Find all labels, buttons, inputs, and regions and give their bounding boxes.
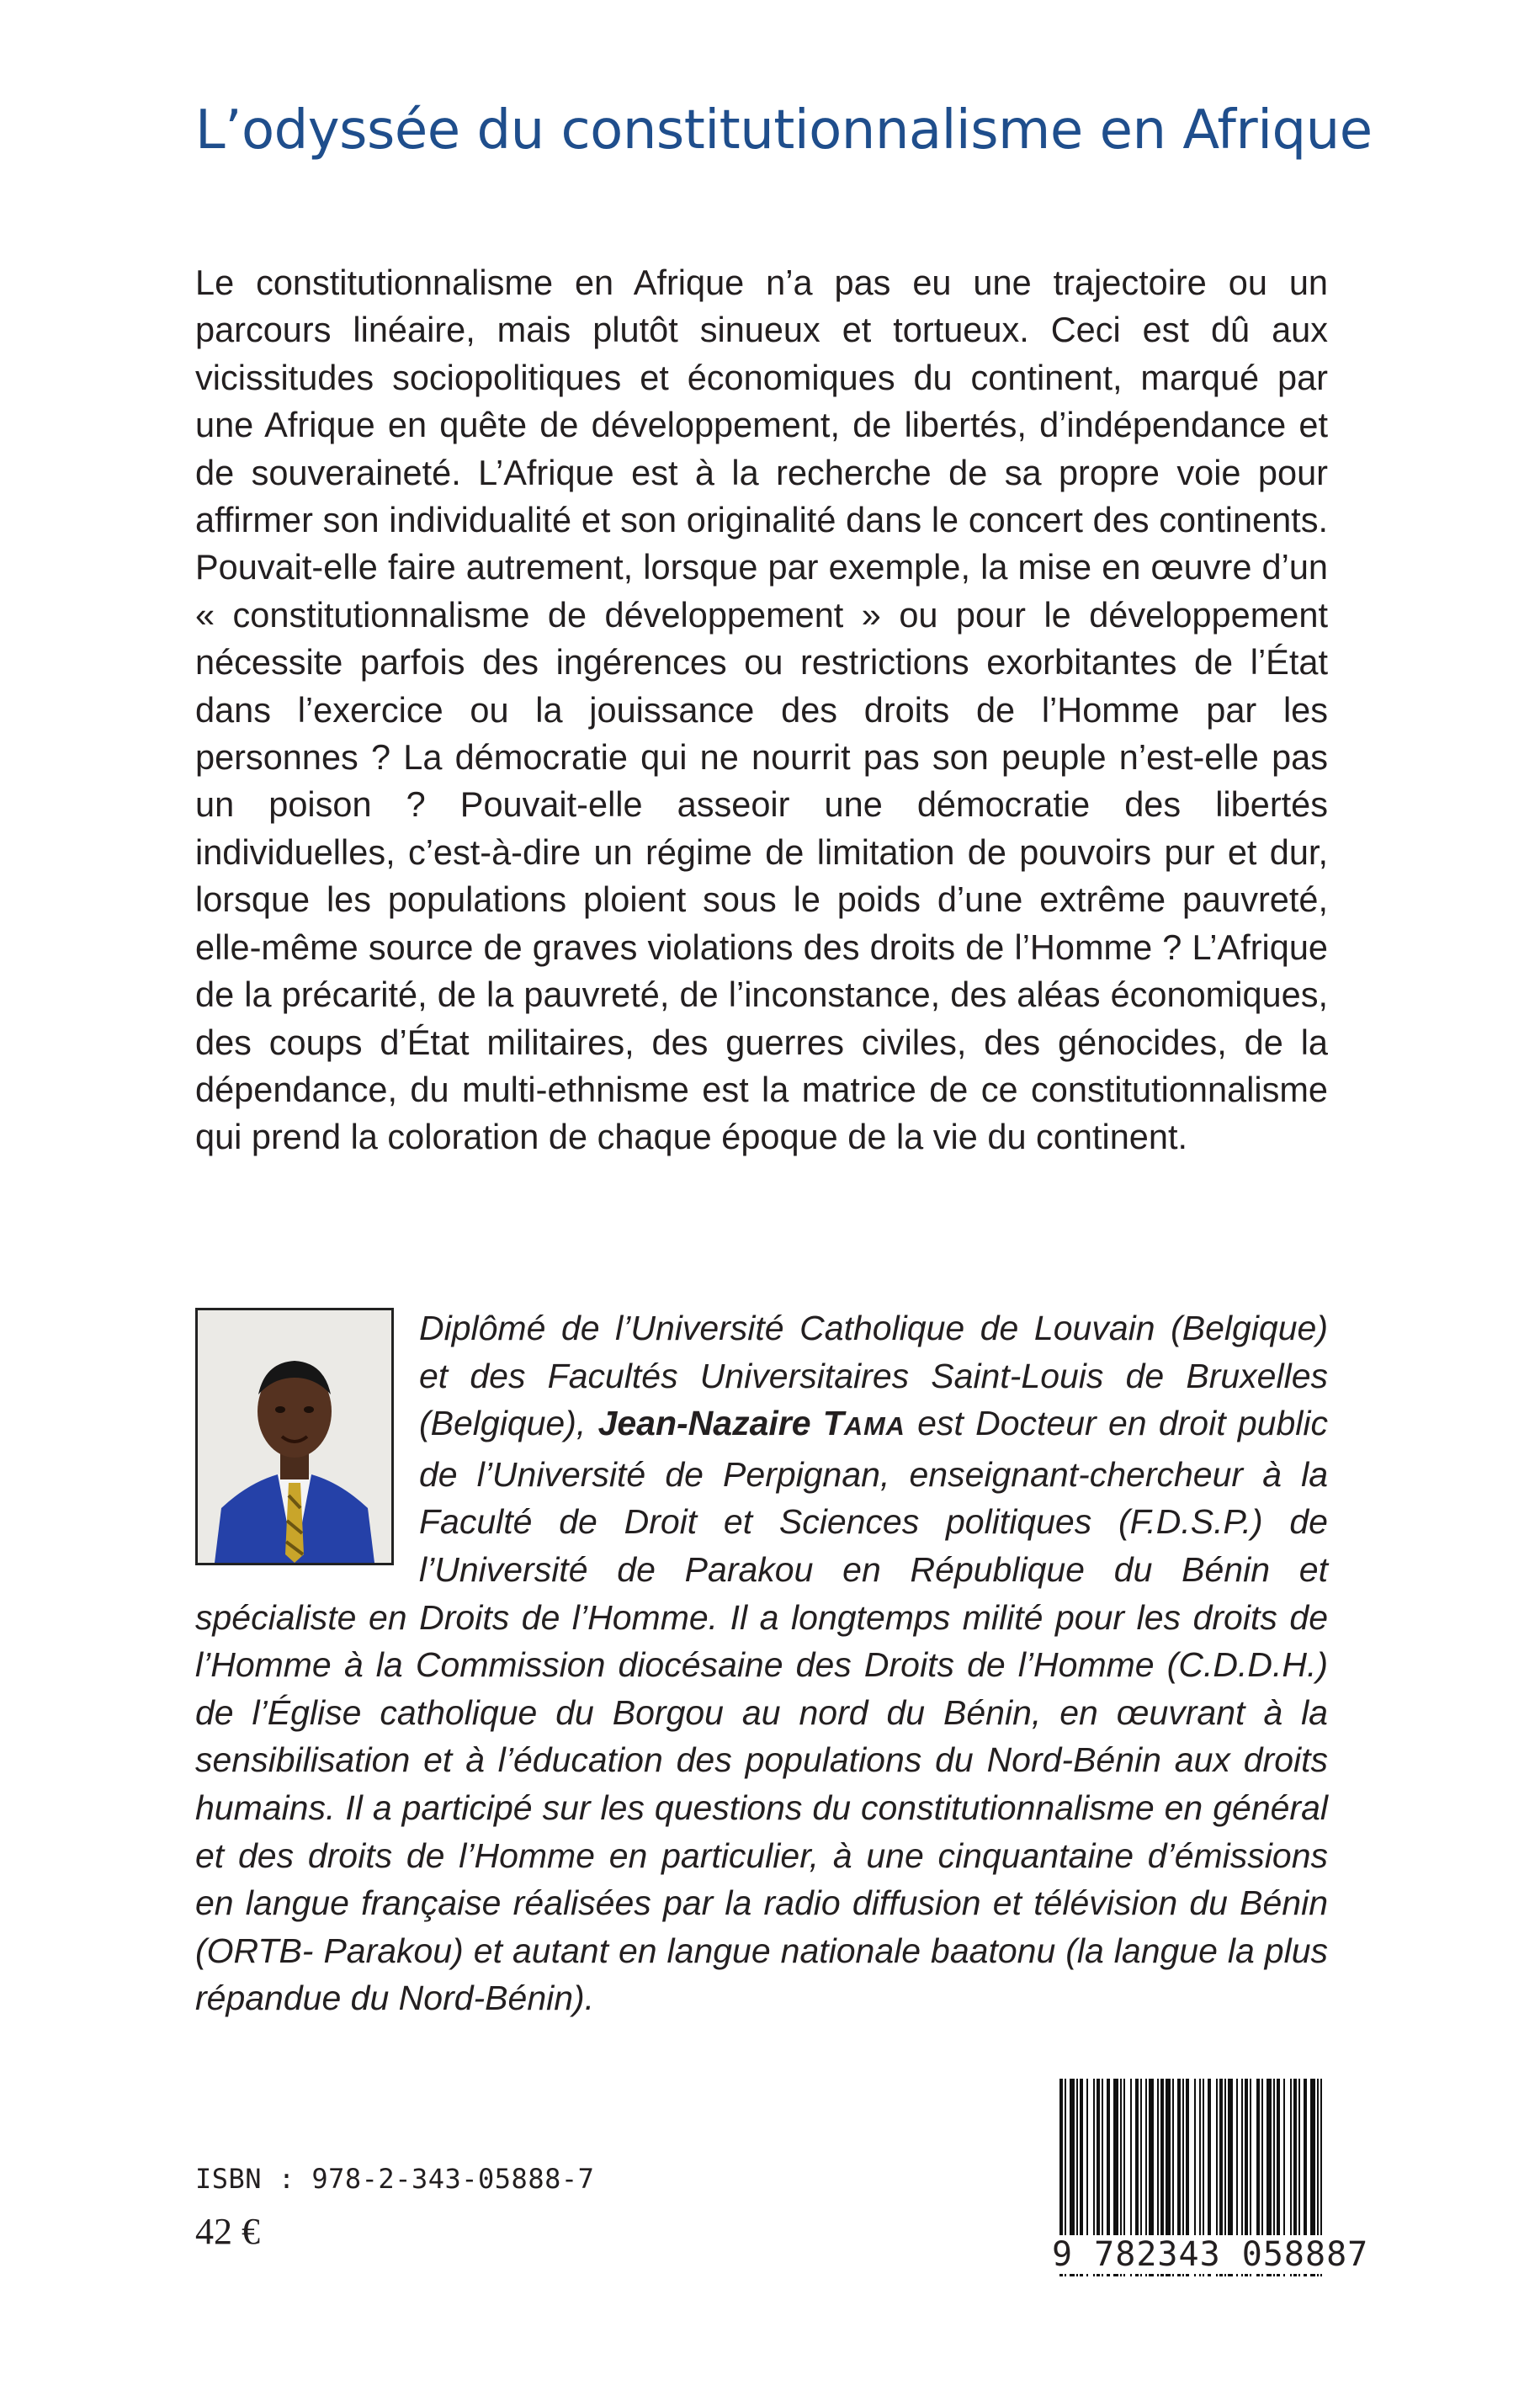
author-name-smallcaps: AMA <box>843 1411 905 1442</box>
isbn: ISBN : 978-2-343-05888-7 <box>195 2163 595 2195</box>
author-name <box>598 1404 905 1442</box>
author-bio-section <box>195 1304 1328 2022</box>
barcode-digits: 9 782343 058887 <box>1052 2235 1369 2274</box>
book-title: L’odyssée du constitutionnalisme en Afrique <box>195 99 1373 162</box>
author-name-main: Jean-Nazaire T <box>597 1404 844 1443</box>
price: 42 € <box>195 2211 260 2252</box>
book-summary: Le constitutionnalisme en Afrique n’a pas eu une trajectoire ou un parcours linéaire, mais plutôt sinueux et tortueux. Ceci est dû aux vicissitudes sociopolitiques et économiques du continent, marqué par une Afrique en quête de développement, de libertés, d’indépendance et de souveraineté. L’Afrique est à la recherche de sa propre voie pour affirmer son individualité et son originalité dans le concert des continents. Pouvait-elle faire autrement, lorsque par exemple, la mise en œuvre d’un « constitutionnalisme de développement » ou pour le développement nécessite parfois des ingérences ou restrictions exorbitantes de l’État dans l’exercice ou la jouissance des droits de l’Homme par les personnes ? La démocratie qui ne nourrit pas son peuple n’est-elle pas un poison ? Pouvait-elle asseoir une démocratie des libertés individuelles, c’est-à-dire un régime de limitation de pouvoirs pur et dur, lorsque les populations ploient sous le poids d’une extrême pauvreté, elle-même source de graves violations des droits de l’Homme ? L’Afrique de la précarité, de la pauvreté, de l’inconstance, des aléas économiques, des coups d’État militaires, des guerres civiles, des génocides, de la dépendance, du multi-ethnisme est la matrice de ce constitutionnalisme qui prend la coloration de chaque époque de la vie du continent. <box>195 263 1328 1157</box>
bio-text-rest: est Docteur en droit public de l’Université de Perpignan, enseignant-chercheur à la Faculté de Droit et Sciences politiques (F.D.S.P.) de l’Université de Parakou en République du Bénin et spécialiste en Droits de l’Homme. Il a longtemps milité pour les droits de l’Homme à la Commission diocésaine des Droits de l’Homme (C.D.D.H.) de l’Église catholique du Borgou au nord du Bénin, en œuvrant à la sensibilisation et à l’éducation des populations du Nord-Bénin aux droits humains. Il a participé sur les questions du constitutionnalisme en général et des droits de l’Homme en particulier, à une cinquantaine d’émissions en langue française réalisées par la radio diffusion et télévision du Bénin (ORTB- Parakou) et autant en langue nationale baatonu (la langue la plus répandue du Nord-Bénin). <box>195 1404 1329 2018</box>
bio-text-intro: Diplômé de l’Université Catholique de Louvain (Belgique) et des Facultés Universitaires Saint-Louis de Bruxelles (Belgique), <box>419 1309 1328 1443</box>
author-photo <box>195 1308 394 1565</box>
